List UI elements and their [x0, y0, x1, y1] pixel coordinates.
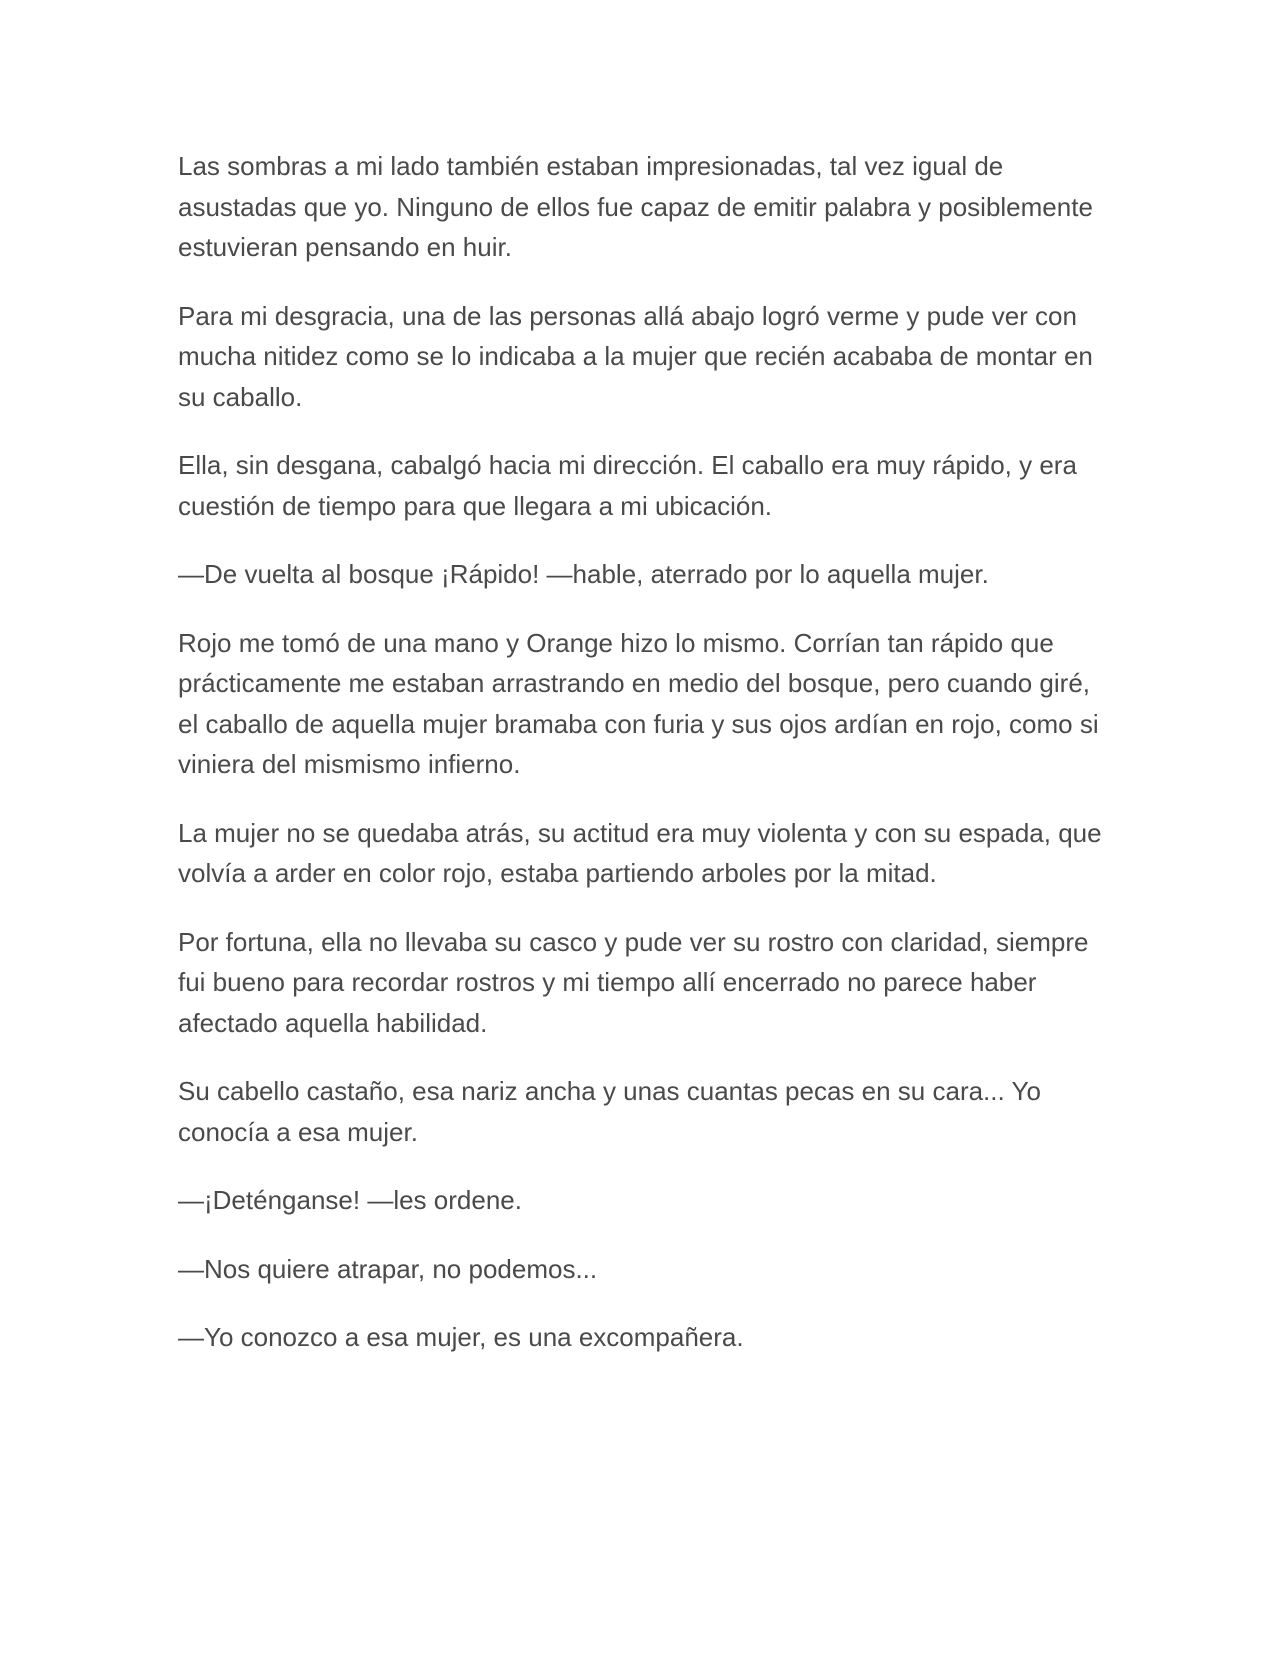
paragraph-3: Ella, sin desgana, cabalgó hacia mi dirección. El caballo era muy rápido, y era cuestión de tiempo para que llegara a mi ubicación.	[178, 450, 1077, 521]
paragraph-9: —¡Deténganse! —les ordene.	[178, 1185, 522, 1215]
paragraph-6: La mujer no se quedaba atrás, su actitud era muy violenta y con su espada, que volvía a arder en color rojo, estaba partiendo arboles por la mitad.	[178, 817, 1102, 888]
paragraph-1: Las sombras a mi lado también estaban impresionadas, tal vez igual de asustadas que yo. Ninguno de ellos fue capaz de emitir palabra y posiblemente estuvieran pensando en huir.	[178, 151, 1093, 262]
paragraph-8: Su cabello castaño, esa nariz ancha y unas cuantas pecas en su cara... Yo conocía a esa mujer.	[178, 1076, 1041, 1147]
document-page	[178, 146, 1113, 1386]
paragraph-11: —Yo conozco a esa mujer, es una excompañera.	[178, 1322, 744, 1352]
paragraph-2: Para mi desgracia, una de las personas allá abajo logró verme y pude ver con mucha nitidez como se lo indicaba a la mujer que recién acababa de montar en su caballo.	[178, 300, 1093, 412]
paragraph-5: Rojo me tomó de una mano y Orange hizo lo mismo. Corrían tan rápido que prácticamente me estaban arrastrando en medio del bosque, pero cuando giré, el caballo de aquella mujer bramaba con furia y sus ojos ardían en rojo, como si viniera del mismismo infierno.	[178, 627, 1099, 779]
paragraph-10: —Nos quiere atrapar, no podemos...	[178, 1253, 598, 1284]
paragraph-4: —De vuelta al bosque ¡Rápido! —hable, aterrado por lo aquella mujer.	[178, 559, 989, 589]
paragraph-7: Por fortuna, ella no llevaba su casco y pude ver su rostro con claridad, siempre fui bueno para recordar rostros y mi tiempo allí encerrado no parece haber afectado aquella habilidad.	[178, 926, 1089, 1038]
